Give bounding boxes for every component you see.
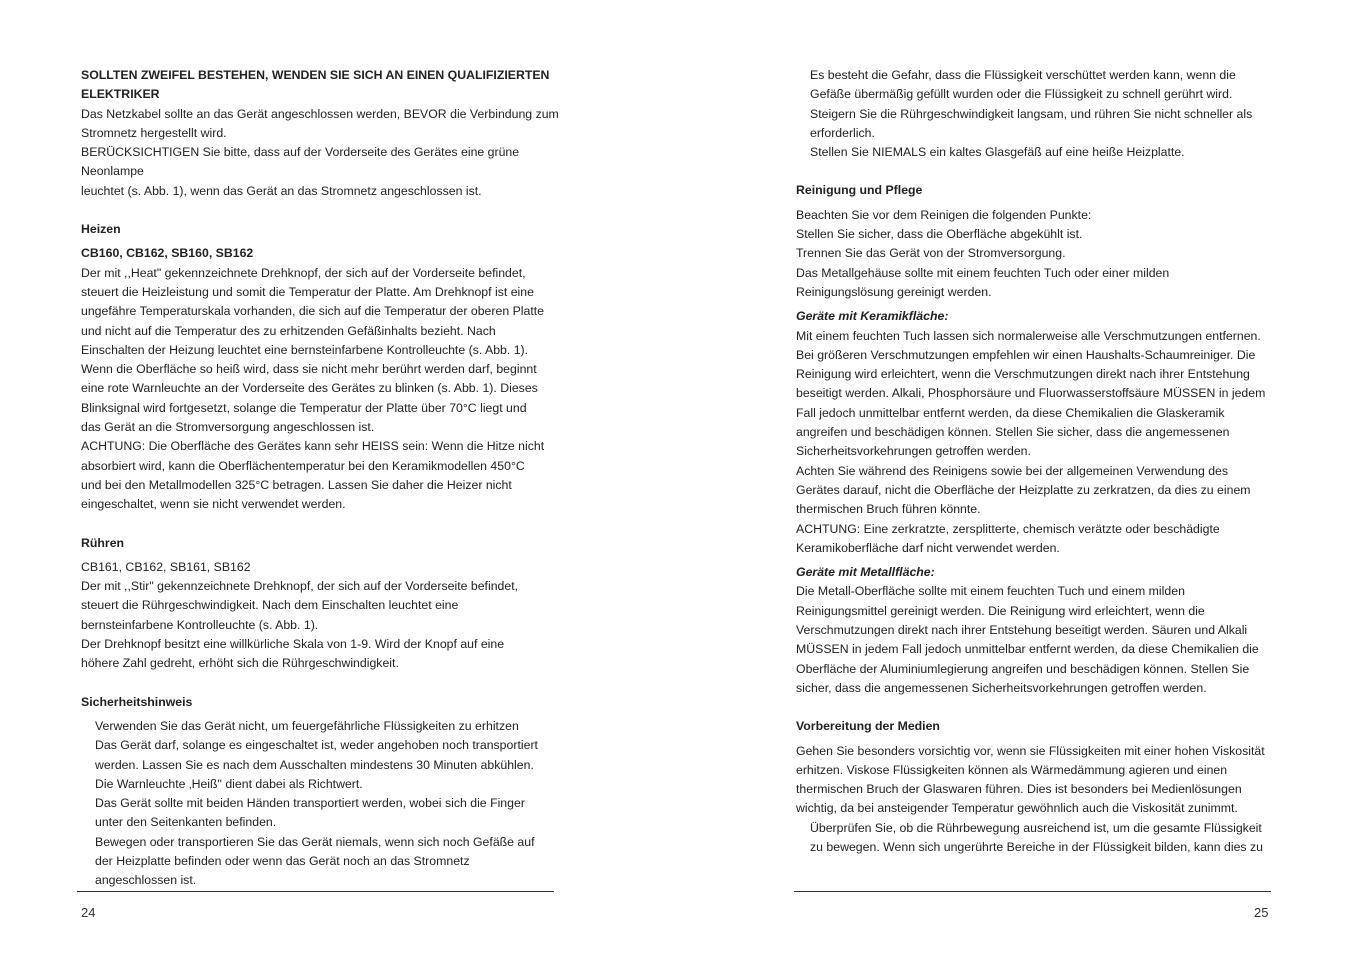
medien-paragraph <box>796 742 1274 819</box>
text-line: Bewegen oder transportieren Sie das Gerät niemals, wenn sich noch Gefäße auf <box>95 834 535 849</box>
text-line: Das Gerät sollte mit beiden Händen transportiert werden, wobei sich die Finger <box>95 796 525 811</box>
warning-heading <box>81 66 559 105</box>
text-line: Achten Sie während des Reinigens sowie bei der allgemeinen Verwendung des <box>796 463 1229 478</box>
text-line: Reinigungsmittel gereinigt werden. Die Reinigung wird erleichtert, wenn die <box>796 603 1205 618</box>
text-line: Das Metallgehäuse sollte mit einem feuchten Tuch oder einer milden <box>796 265 1170 280</box>
text-line: Verschmutzungen direkt nach ihrer Entstehung beseitigt werden. Säuren und Alkali <box>796 623 1248 638</box>
text-line: bernsteinfarbene Kontrolleuchte (s. Abb. 1). <box>81 617 319 632</box>
text-line: Reinigung wird erleichtert, wenn die Verschmutzungen direkt nach ihrer Entstehung <box>796 367 1250 382</box>
metall-paragraph <box>796 582 1274 698</box>
medien-indented-paragraph <box>796 819 1274 858</box>
heading-medien: Vorbereitung der Medien <box>796 719 940 734</box>
left-column <box>81 66 559 891</box>
text-line: ELEKTRIKER <box>81 87 160 102</box>
text-line: sicher, dass die angemessenen Sicherheitsvorkehrungen getroffen werden. <box>796 680 1207 695</box>
heizen-paragraph <box>81 264 559 515</box>
sicherheit-paragraph <box>81 717 559 891</box>
text-line: Der mit ,,Stir" gekennzeichnete Drehknopf, der sich auf der Vorderseite befindet, <box>81 579 519 594</box>
text-line: Gefäße übermäßig gefüllt wurden oder die Flüssigkeit zu schnell gerührt wird. <box>810 87 1233 102</box>
text-line: Einschalten der Heizung leuchtet eine bernsteinfarbene Kontrolleuchte (s. Abb. 1). <box>81 342 529 357</box>
heading-ruehren: Rühren <box>81 535 125 550</box>
text-line: das Gerät an die Stromversorgung angeschlossen ist. <box>81 420 375 435</box>
text-line: Es besteht die Gefahr, dass die Flüssigkeit verschüttet werden kann, wenn die <box>810 68 1236 82</box>
text-line: wichtig, da bei ansteigender Temperatur gewöhnlich auch die Viskosität zunimmt. <box>796 801 1238 816</box>
text-line: Beachten Sie vor dem Reinigen die folgenden Punkte: <box>796 207 1092 222</box>
text-line: zu bewegen. Wenn sich ungerührte Bereiche in der Flüssigkeit bilden, kann dies zu <box>810 839 1263 854</box>
text-line: BERÜCKSICHTIGEN Sie bitte, dass auf der Vorderseite des Gerätes eine grüne Neonlampe <box>81 145 520 179</box>
text-line: ACHTUNG: Die Oberfläche des Gerätes kann sehr HEISS sein: Wenn die Hitze nicht <box>81 439 545 454</box>
page-number: 25 <box>1254 905 1269 920</box>
text-line: Keramikoberfläche darf nicht verwendet werden. <box>796 540 1060 555</box>
footer-divider <box>794 891 1271 892</box>
page-number: 24 <box>81 905 96 920</box>
keramik-paragraph <box>796 327 1274 559</box>
page-right <box>674 0 1348 954</box>
heading-metall: Geräte mit Metallfläche: <box>796 565 935 580</box>
text-line: der Heizplatte befinden oder wenn das Gerät noch an das Stromnetz <box>95 853 470 868</box>
text-line: erhitzen. Viskose Flüssigkeiten können als Wärmedämmung agieren und einen <box>796 762 1228 777</box>
text-line: Reinigungslösung gereinigt werden. <box>796 284 992 299</box>
text-line: und bei den Metallmodellen 325°C betragen. Lassen Sie daher die Heizer nicht <box>81 477 512 492</box>
text-line: Gerätes darauf, nicht die Oberfläche der Heizplatte zu zerkratzen, da dies zu einem <box>796 482 1251 497</box>
text-line: thermischen Bruch führen könnte. <box>796 502 981 517</box>
text-line: Das Netzkabel sollte an das Gerät angeschlossen werden, BEVOR die Verbindung zum <box>81 106 559 121</box>
text-line: Fall jedoch unmittelbar entfernt werden, da diese Chemikalien die Glaskeramik <box>796 405 1225 420</box>
text-line: Oberfläche der Aluminiumlegierung angreifen und beschädigen können. Stellen Sie <box>796 661 1250 676</box>
text-line: angreifen und beschädigen können. Stellen Sie sicher, dass die angemessenen <box>796 425 1230 440</box>
heading-sicherheitshinweis: Sicherheitshinweis <box>81 694 193 709</box>
text-line: unter den Seitenkanten befinden. <box>95 815 277 830</box>
text-line: steuert die Rührgeschwindigkeit. Nach dem Einschalten leuchtet eine <box>81 598 459 613</box>
heading-heizen: Heizen <box>81 222 121 237</box>
footer-divider <box>77 891 554 892</box>
text-line: Der mit ,,Heat" gekennzeichnete Drehknopf, der sich auf der Vorderseite befindet, <box>81 265 526 280</box>
text-line: Stromnetz hergestellt wird. <box>81 125 227 140</box>
text-line: Der Drehknopf besitzt eine willkürliche Skala von 1-9. Wird der Knopf auf eine <box>81 637 505 652</box>
text-line: CB161, CB162, SB161, SB162 <box>81 559 251 574</box>
heading-keramik: Geräte mit Keramikfläche: <box>796 309 949 324</box>
heizen-models: CB160, CB162, SB160, SB162 <box>81 246 254 261</box>
text-line: Die Metall-Oberfläche sollte mit einem feuchten Tuch und einem milden <box>796 584 1185 599</box>
text-line: eine rote Warnleuchte an der Vorderseite des Gerätes zu blinken (s. Abb. 1). Dieses <box>81 381 538 396</box>
text-line: höhere Zahl gedreht, erhöht sich die Rührgeschwindigkeit. <box>81 656 399 671</box>
text-line: Steigern Sie die Rührgeschwindigkeit langsam, und rühren Sie nicht schneller als <box>810 106 1253 121</box>
continued-paragraph <box>796 66 1274 162</box>
text-line: beseitigt werden. Alkali, Phosphorsäure und Fluorwasserstoffsäure MÜSSEN in jedem <box>796 386 1266 401</box>
ruehren-paragraph <box>81 558 559 674</box>
text-line: Mit einem feuchten Tuch lassen sich normalerweise alle Verschmutzungen entfernen. <box>796 328 1261 343</box>
text-line: Verwenden Sie das Gerät nicht, um feuergefährliche Flüssigkeiten zu erhitzen <box>95 718 519 733</box>
text-line: Trennen Sie das Gerät von der Stromversorgung. <box>796 246 1066 261</box>
text-line: angeschlossen ist. <box>95 873 197 888</box>
text-line: Stellen Sie NIEMALS ein kaltes Glasgefäß auf eine heiße Heizplatte. <box>810 145 1185 160</box>
text-line: absorbiert wird, kann die Oberflächentemperatur bei den Keramikmodellen 450°C <box>81 458 525 473</box>
text-line: erforderlich. <box>810 125 875 140</box>
heading-reinigung: Reinigung und Pflege <box>796 183 923 198</box>
text-line: Blinksignal wird fortgesetzt, solange die Temperatur der Platte über 70°C liegt und <box>81 400 527 415</box>
text-line: Überprüfen Sie, ob die Rührbewegung ausreichend ist, um die gesamte Flüssigkeit <box>810 820 1262 835</box>
text-line: MÜSSEN in jedem Fall jedoch unmittelbar entfernt werden, da diese Chemikalien die <box>796 642 1259 657</box>
text-line: Die Warnleuchte ‚Heiß" dient dabei als Richtwert. <box>95 776 363 791</box>
text-line: Gehen Sie besonders vorsichtig vor, wenn sie Flüssigkeiten mit einer hohen Viskosität <box>796 743 1265 758</box>
text-line: steuert die Heizleistung und somit die Temperatur der Platte. Am Drehknopf ist eine <box>81 284 534 299</box>
text-line: thermischen Bruch der Glaswaren führen. Dies ist besonders bei Medienlösungen <box>796 782 1242 797</box>
text-line: eingeschaltet, wenn sie nicht verwendet werden. <box>81 497 346 512</box>
reinigung-paragraph <box>796 206 1274 302</box>
text-line: leuchtet (s. Abb. 1), wenn das Gerät an das Stromnetz angeschlossen ist. <box>81 183 482 198</box>
text-line: ungefähre Temperaturskala vorhanden, die sich auf die Temperatur der oberen Platte <box>81 304 545 319</box>
text-line: ACHTUNG: Eine zerkratzte, zersplitterte, chemisch verätzte oder beschädigte <box>796 521 1220 536</box>
text-line: werden. Lassen Sie es nach dem Ausschalten mindestens 30 Minuten abkühlen. <box>95 757 534 772</box>
text-line: und nicht auf die Temperatur des zu erhitzenden Gefäßinhalts bezieht. Nach <box>81 323 496 338</box>
text-line: Wenn die Oberfläche so heiß wird, dass sie nicht mehr berührt werden darf, beginnt <box>81 362 537 377</box>
right-column <box>796 66 1274 857</box>
text-line: SOLLTEN ZWEIFEL BESTEHEN, WENDEN SIE SICH AN EINEN QUALIFIZIERTEN <box>81 68 550 82</box>
text-line: Bei größeren Verschmutzungen empfehlen wir einen Haushalts-Schaumreiniger. Die <box>796 347 1256 362</box>
text-line: Stellen Sie sicher, dass die Oberfläche abgekühlt ist. <box>796 227 1083 242</box>
intro-paragraph <box>81 105 559 201</box>
text-line: Sicherheitsvorkehrungen getroffen werden. <box>796 444 1031 459</box>
text-line: Das Gerät darf, solange es eingeschaltet ist, weder angehoben noch transportiert <box>95 738 538 753</box>
